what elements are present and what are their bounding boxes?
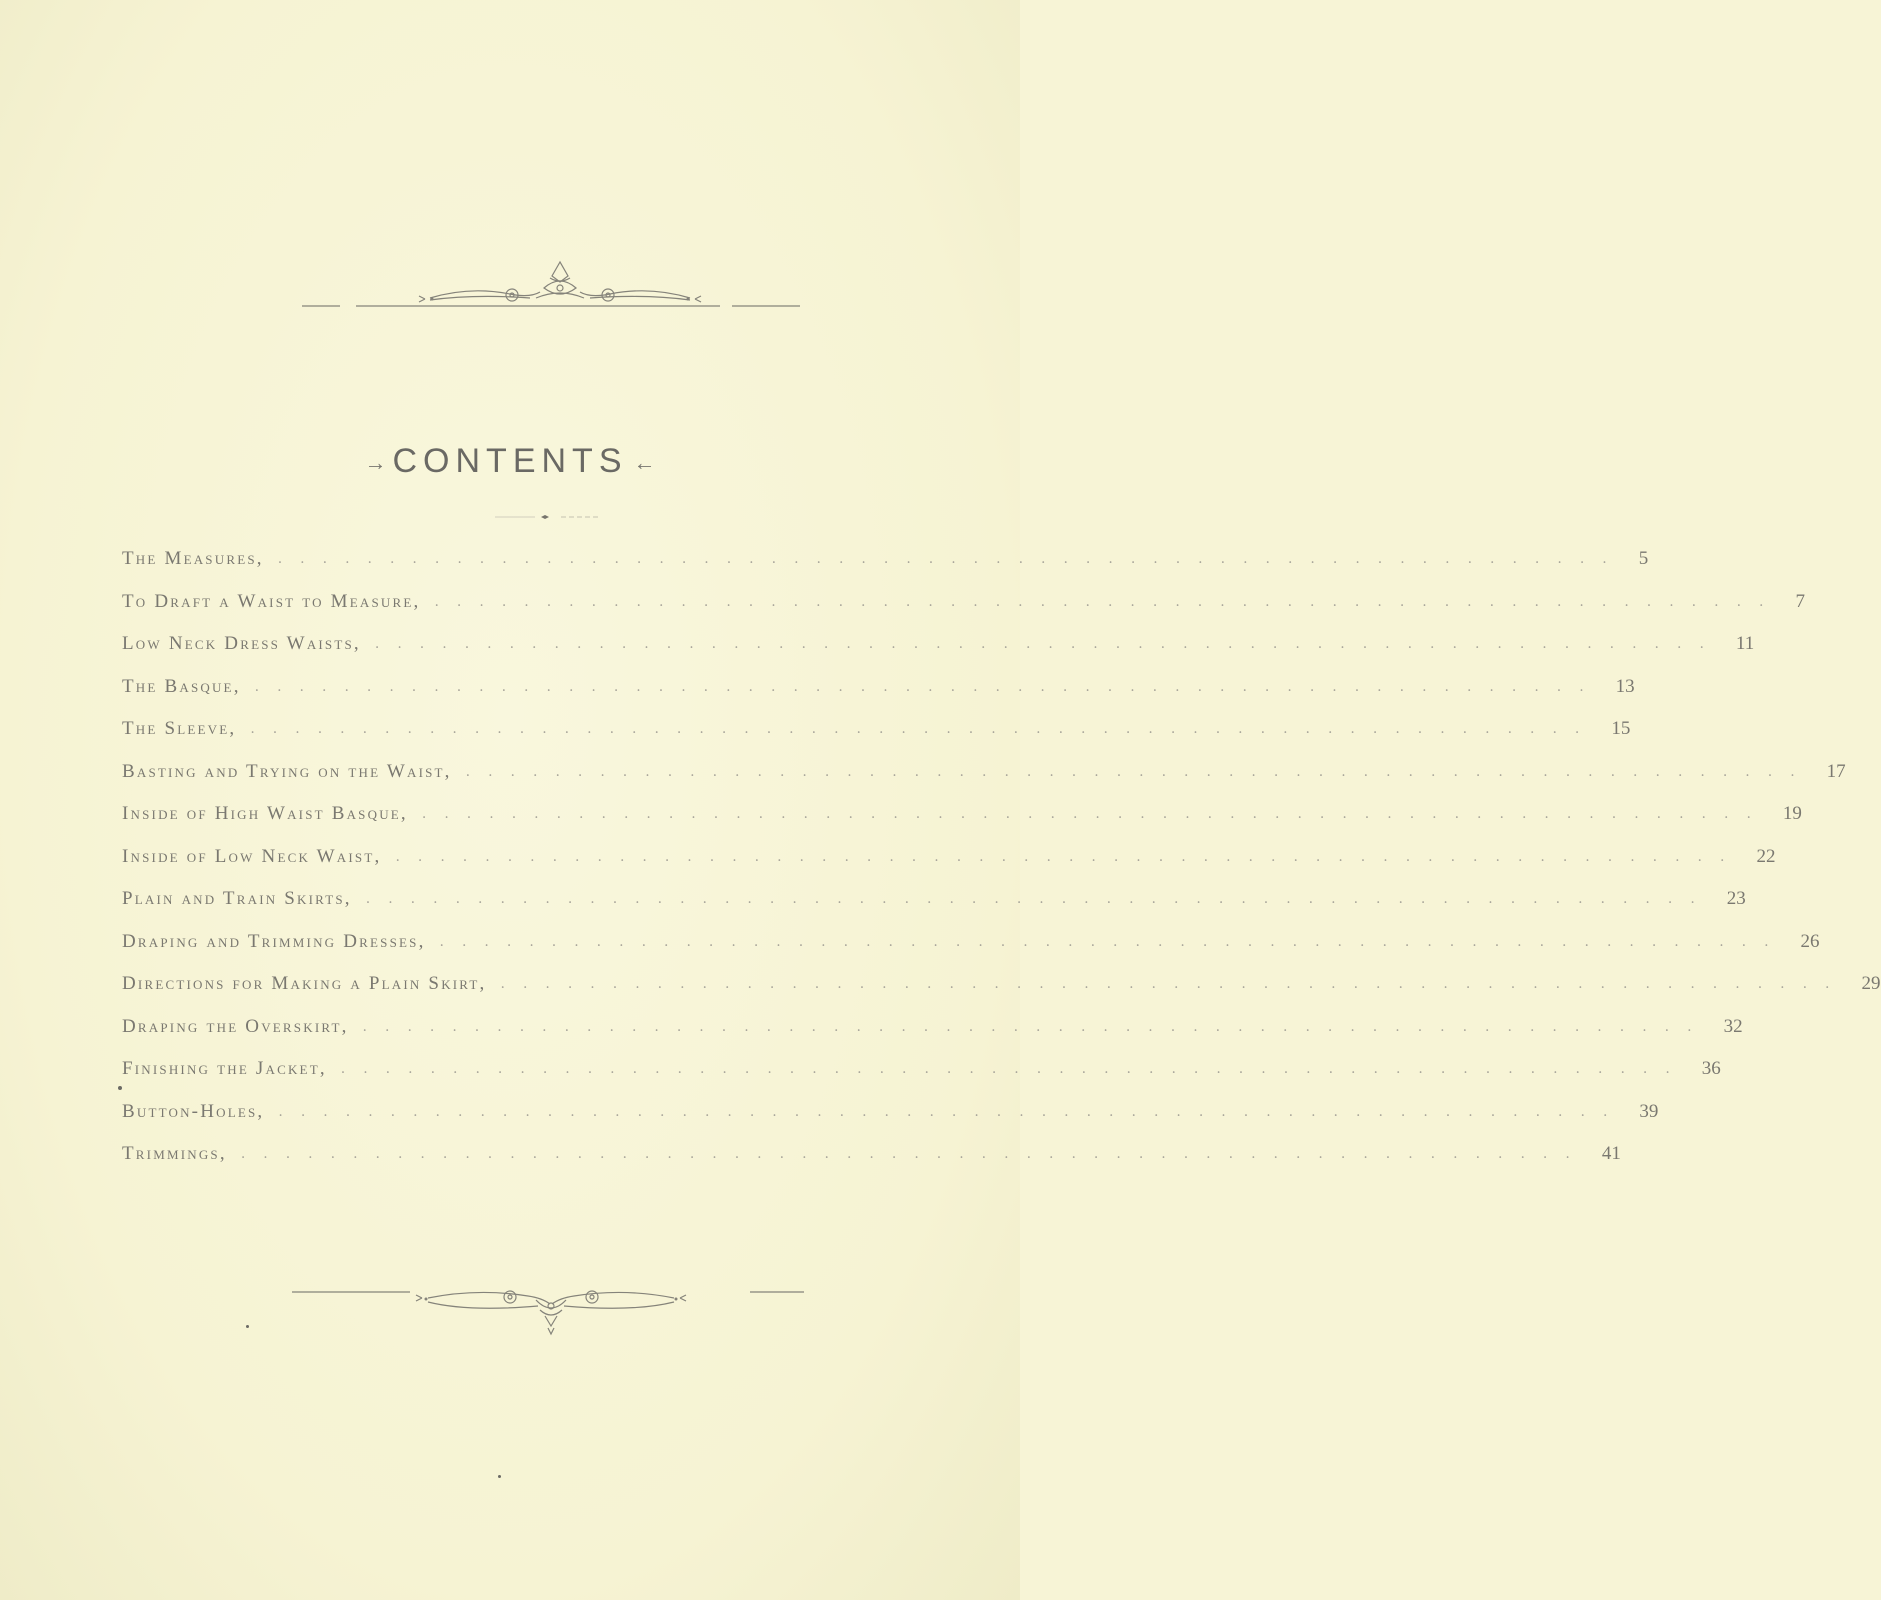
- toc-entry: [122, 760, 1846, 804]
- toc-dot-leader: ............................................................: [395, 848, 1743, 865]
- ink-speck: [498, 1475, 501, 1478]
- toc-dot-leader: ............................................................: [500, 976, 1848, 992]
- toc-entry-page: 7: [1795, 590, 1805, 612]
- bottom-ornament-icon: [290, 1282, 830, 1352]
- toc-dot-leader: ............................................................: [254, 678, 1602, 695]
- toc-entry: [122, 1100, 1659, 1144]
- toc-dot-leader: ............................................................: [340, 1061, 1688, 1077]
- toc-entry-title: Inside of Low Neck Waist,: [122, 845, 382, 867]
- toc-entry: [122, 633, 1755, 676]
- toc-entry-title: Plain and Train Skirts,: [122, 888, 352, 909]
- heading-left-ornament: →: [364, 450, 387, 476]
- toc-entry-page: 22: [1756, 845, 1776, 867]
- toc-dot-leader: ............................................................: [374, 636, 1722, 652]
- toc-entry: [122, 1015, 1743, 1059]
- toc-dot-leader: ............................................................: [439, 933, 1787, 950]
- toc-entry: [122, 803, 1802, 846]
- toc-entry-page: 39: [1639, 1100, 1659, 1122]
- toc-dot-leader: ............................................................: [421, 806, 1769, 822]
- toc-entry-title: Button-Holes,: [122, 1100, 265, 1122]
- toc-entry-title: Basting and Trying on the Waist,: [122, 760, 452, 782]
- toc-entry-page: 26: [1800, 930, 1820, 952]
- toc-entry-title: Finishing the Jacket,: [122, 1058, 327, 1079]
- toc-entry-title: Trimmings,: [122, 1143, 227, 1164]
- table-of-contents: [122, 548, 1881, 1186]
- toc-entry: [122, 590, 1805, 634]
- toc-entry-page: 36: [1701, 1058, 1721, 1079]
- toc-entry-title: The Sleeve,: [122, 718, 237, 739]
- toc-entry: [122, 930, 1820, 974]
- toc-entry-title: Draping the Overskirt,: [122, 1015, 349, 1037]
- toc-entry: [122, 718, 1631, 761]
- toc-entry-title: The Measures,: [122, 548, 264, 569]
- toc-entry-page: 19: [1782, 803, 1802, 824]
- heading-right-ornament: ←: [633, 450, 656, 476]
- toc-entry-page: 32: [1723, 1015, 1743, 1037]
- toc-entry-page: 13: [1615, 675, 1635, 697]
- toc-entry-title: The Basque,: [122, 675, 241, 697]
- toc-dot-leader: ............................................................: [250, 721, 1598, 737]
- top-ornament-icon: [300, 258, 820, 318]
- toc-entry-page: 17: [1826, 760, 1846, 782]
- toc-entry: [122, 675, 1635, 719]
- toc-dot-leader: ............................................................: [277, 551, 1625, 567]
- toc-entry-page: 41: [1601, 1143, 1621, 1164]
- ink-speck: [246, 1325, 249, 1328]
- toc-entry-title: Directions for Making a Plain Skirt,: [122, 973, 487, 994]
- toc-entry: [122, 548, 1649, 591]
- toc-entry: [122, 888, 1746, 931]
- toc-entry: [122, 973, 1881, 1016]
- toc-entry-page: 15: [1611, 718, 1631, 739]
- toc-entry-page: 11: [1735, 633, 1755, 654]
- toc-entry-title: Inside of High Waist Basque,: [122, 803, 408, 824]
- toc-dot-leader: ............................................................: [278, 1103, 1626, 1120]
- toc-dot-leader: ............................................................: [365, 891, 1713, 907]
- contents-title: CONTENTS: [392, 442, 628, 480]
- toc-dot-leader: ............................................................: [240, 1146, 1588, 1162]
- contents-heading: [0, 442, 1020, 481]
- toc-entry: [122, 845, 1776, 889]
- toc-entry-title: Draping and Trimming Dresses,: [122, 930, 426, 952]
- ink-speck: [118, 1086, 122, 1090]
- heading-divider-icon: [495, 514, 615, 520]
- toc-dot-leader: ............................................................: [465, 763, 1813, 780]
- toc-dot-leader: ............................................................: [362, 1018, 1710, 1035]
- toc-entry-title: Low Neck Dress Waists,: [122, 633, 361, 654]
- toc-entry-page: 29: [1861, 973, 1881, 994]
- toc-entry: [122, 1058, 1721, 1101]
- toc-entry: [122, 1143, 1621, 1186]
- toc-entry-page: 5: [1638, 548, 1649, 569]
- toc-entry-page: 23: [1726, 888, 1746, 909]
- toc-entry-title: To Draft a Waist to Measure,: [122, 590, 421, 612]
- toc-dot-leader: ............................................................: [434, 593, 1782, 610]
